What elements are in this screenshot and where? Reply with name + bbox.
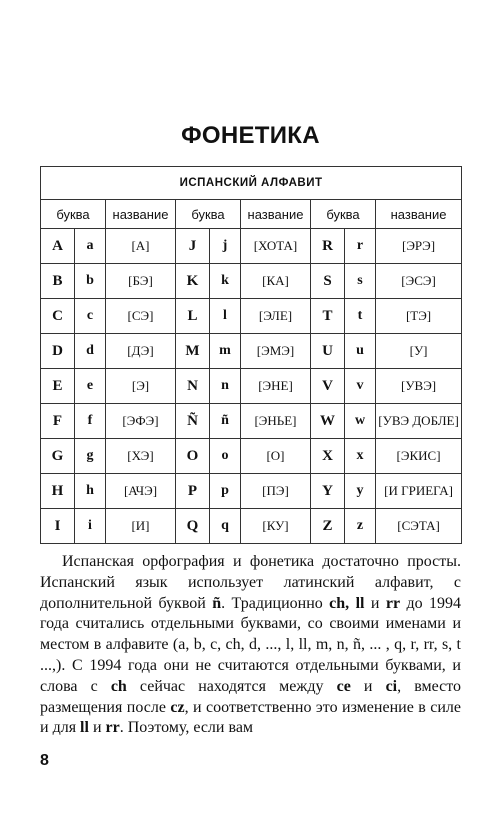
lowercase-letter: j — [210, 229, 241, 264]
lowercase-letter: o — [210, 439, 241, 474]
bold-term: rr — [385, 594, 401, 612]
alphabet-row — [41, 334, 462, 369]
page-heading: ФОНЕТИКА — [181, 122, 320, 149]
table-caption: ИСПАНСКИЙ АЛФАВИТ — [41, 167, 462, 200]
lowercase-letter: p — [210, 474, 241, 509]
text-run: , вместо размещения после — [40, 677, 461, 716]
lowercase-letter: x — [345, 439, 376, 474]
uppercase-letter: B — [41, 264, 75, 299]
letter-name: [УВЭ ДОБЛЕ] — [376, 404, 462, 439]
letter-name: [ЭРЭ] — [376, 229, 462, 264]
alphabet-row — [41, 229, 462, 264]
letter-name: [КУ] — [241, 509, 311, 544]
letter-name: [КА] — [241, 264, 311, 299]
uppercase-letter: N — [176, 369, 210, 404]
letter-name: [О] — [241, 439, 311, 474]
alphabet-row — [41, 474, 462, 509]
uppercase-letter: U — [311, 334, 345, 369]
uppercase-letter: D — [41, 334, 75, 369]
lowercase-letter: m — [210, 334, 241, 369]
letter-name: [ЭФЭ] — [106, 404, 176, 439]
uppercase-letter: G — [41, 439, 75, 474]
lowercase-letter: q — [210, 509, 241, 544]
lowercase-letter: l — [210, 299, 241, 334]
letter-name: [ХЭ] — [106, 439, 176, 474]
column-header-letter: буква — [176, 200, 241, 229]
text-run: до 1994 года считались отдельными буквами, со своими именами и местом в алфавите (a, b, c, ch, d, ..., l, ll, m, n, ñ, ... , q, r, rr, s, t ...,). С 1994 года они не считаются отдельными буквами, и слова с — [40, 594, 461, 695]
bold-term: ch — [110, 677, 127, 695]
text-run: Испанская орфография и фонетика достаточно просты. Испанский язык использует латинский алфавит, с дополнительной буквой — [40, 553, 461, 612]
lowercase-letter: u — [345, 334, 376, 369]
letter-name: [ЭКИС] — [376, 439, 462, 474]
lowercase-letter: n — [210, 369, 241, 404]
lowercase-letter: i — [75, 509, 106, 544]
letter-name: [ЭСЭ] — [376, 264, 462, 299]
lowercase-letter: w — [345, 404, 376, 439]
uppercase-letter: C — [41, 299, 75, 334]
uppercase-letter: H — [41, 474, 75, 509]
lowercase-letter: g — [75, 439, 106, 474]
text-run: . Поэтому, если вам — [119, 719, 254, 737]
uppercase-letter: P — [176, 474, 210, 509]
letter-name: [УВЭ] — [376, 369, 462, 404]
lowercase-letter: b — [75, 264, 106, 299]
uppercase-letter: W — [311, 404, 345, 439]
uppercase-letter: Q — [176, 509, 210, 544]
letter-name: [ДЭ] — [106, 334, 176, 369]
uppercase-letter: O — [176, 439, 210, 474]
lowercase-letter: a — [75, 229, 106, 264]
alphabet-row — [41, 439, 462, 474]
letter-name: [А] — [106, 229, 176, 264]
column-header-name: название — [376, 200, 462, 229]
uppercase-letter: Z — [311, 509, 345, 544]
lowercase-letter: k — [210, 264, 241, 299]
uppercase-letter: R — [311, 229, 345, 264]
letter-name: [ЭМЭ] — [241, 334, 311, 369]
text-run: , и соответственно это изменение в силе и для — [40, 698, 462, 737]
uppercase-letter: K — [176, 264, 210, 299]
lowercase-letter: r — [345, 229, 376, 264]
column-header-letter: буква — [41, 200, 106, 229]
text-run: и — [88, 719, 106, 737]
bold-term: rr — [105, 719, 120, 737]
lowercase-letter: d — [75, 334, 106, 369]
column-header-name: название — [106, 200, 176, 229]
letter-name: [ХОТА] — [241, 229, 311, 264]
column-header-name: название — [241, 200, 311, 229]
lowercase-letter: z — [345, 509, 376, 544]
uppercase-letter: A — [41, 229, 75, 264]
uppercase-letter: Ñ — [176, 404, 210, 439]
bold-term: ñ — [212, 594, 222, 612]
uppercase-letter: L — [176, 299, 210, 334]
letter-name: [И ГРИЕГА] — [376, 474, 462, 509]
uppercase-letter: E — [41, 369, 75, 404]
page-number: 8 — [40, 752, 49, 769]
letter-name: [ЭЛЕ] — [241, 299, 311, 334]
lowercase-letter: t — [345, 299, 376, 334]
bold-term: ce — [336, 677, 351, 695]
letter-name: [ЭНЬЕ] — [241, 404, 311, 439]
lowercase-letter: c — [75, 299, 106, 334]
letter-name: [У] — [376, 334, 462, 369]
text-run: и — [364, 594, 386, 612]
uppercase-letter: F — [41, 404, 75, 439]
uppercase-letter: T — [311, 299, 345, 334]
alphabet-row — [41, 299, 462, 334]
bold-term: ci — [385, 677, 398, 695]
lowercase-letter: ñ — [210, 404, 241, 439]
letter-name: [ЭНЕ] — [241, 369, 311, 404]
lowercase-letter: e — [75, 369, 106, 404]
bold-term: cz — [170, 698, 185, 716]
letter-name: [АЧЭ] — [106, 474, 176, 509]
letter-name: [ПЭ] — [241, 474, 311, 509]
uppercase-letter: V — [311, 369, 345, 404]
letter-name: [СЭТА] — [376, 509, 462, 544]
uppercase-letter: X — [311, 439, 345, 474]
bold-term: ll — [80, 719, 89, 737]
uppercase-letter: M — [176, 334, 210, 369]
letter-name: [И] — [106, 509, 176, 544]
lowercase-letter: s — [345, 264, 376, 299]
text-run: сейчас находятся между — [126, 677, 337, 695]
alphabet-row — [41, 404, 462, 439]
alphabet-row — [41, 264, 462, 299]
alphabet-row — [41, 509, 462, 544]
uppercase-letter: I — [41, 509, 75, 544]
uppercase-letter: S — [311, 264, 345, 299]
letter-name: [ТЭ] — [376, 299, 462, 334]
uppercase-letter: Y — [311, 474, 345, 509]
lowercase-letter: v — [345, 369, 376, 404]
body-paragraph — [40, 552, 461, 739]
spanish-alphabet-table — [40, 166, 462, 544]
text-run: . Традиционно — [221, 594, 330, 612]
letter-name: [Э] — [106, 369, 176, 404]
text-run: и — [350, 677, 386, 695]
uppercase-letter: J — [176, 229, 210, 264]
lowercase-letter: h — [75, 474, 106, 509]
lowercase-letter: y — [345, 474, 376, 509]
alphabet-row — [41, 369, 462, 404]
bold-term: ch, ll — [329, 594, 365, 612]
lowercase-letter: f — [75, 404, 106, 439]
column-header-letter: буква — [311, 200, 376, 229]
letter-name: [СЭ] — [106, 299, 176, 334]
letter-name: [БЭ] — [106, 264, 176, 299]
